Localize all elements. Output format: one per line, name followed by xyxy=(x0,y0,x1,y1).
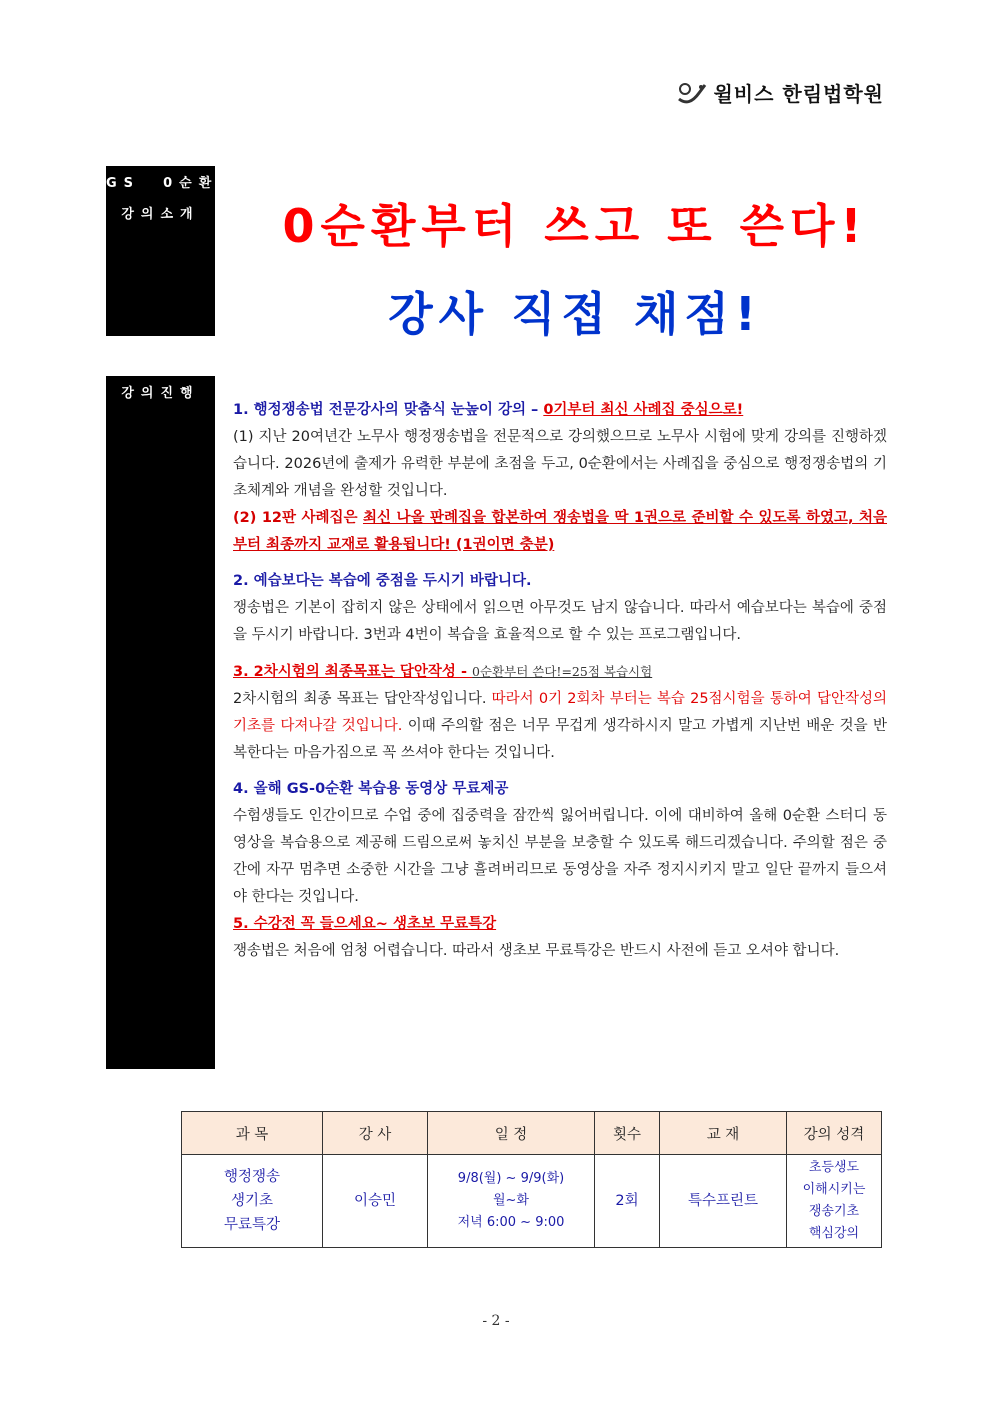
section5-title: 5. 수강전 꼭 들으세요~ 생초보 무료특강 xyxy=(233,916,497,932)
cell-schedule xyxy=(428,1155,595,1248)
section5-paragraph: 쟁송법은 처음에 엄청 어렵습니다. 따라서 생초보 무료특강은 반드시 사전에 듣고 오셔야 합니다. xyxy=(233,943,840,959)
brand-logo-text: 윌비스 한림법학원 xyxy=(713,82,884,106)
table-row xyxy=(182,1155,882,1248)
section4-paragraph: 수험생들도 인간이므로 수업 중에 집중력을 잠깐씩 잃어버립니다. 이에 대비하여 올해 0순환 스터디 동영상을 복습용으로 제공해 드림으로써 놓치신 부분을 보충할 수 있도록 해드리겠습니다. 주의할 점은 중간에 자꾸 멈추면 소중한 시간을 그냥 흘려버리므로 동영상을 자주 정지시키지 말고 일단 끝까지 들으셔야 한다는 것입니다. xyxy=(233,808,887,905)
nature-line4: 핵심강의 xyxy=(808,1226,860,1241)
course-info-table xyxy=(181,1111,882,1248)
section3-paragraph-part3: 이때 주의할 점은 너무 무겁게 생각하시지 말고 가볍게 지난번 배운 것을 반복한다는 마음가짐으로 꼭 쓰셔야 한다는 것입니다. xyxy=(233,718,887,761)
header-nature: 강의 성격 xyxy=(787,1112,882,1155)
schedule-line3: 저녁 6:00 ~ 9:00 xyxy=(457,1215,565,1230)
intro-label-line2: 강의소개 xyxy=(121,207,200,222)
section4-title: 4. 올해 GS-0순환 복습용 동영상 무료제공 xyxy=(233,781,509,797)
subject-line1: 행정쟁송 xyxy=(223,1169,281,1185)
header-count: 횟수 xyxy=(595,1112,660,1155)
table-header-row xyxy=(182,1112,882,1155)
section1-paragraph2 xyxy=(233,505,887,559)
section1-title-main: 1. 행정쟁송법 전문강사의 맞춤식 눈높이 강의 – xyxy=(233,402,544,418)
cell-instructor: 이승민 xyxy=(323,1155,428,1248)
section3-paragraph-part1: 2차시험의 최종 목표는 답안작성입니다. xyxy=(233,691,492,707)
headline-line1: 0순환부터 쓰고 또 쓴다! xyxy=(282,199,868,253)
schedule-line2: 월~화 xyxy=(492,1193,529,1208)
course-progress-content xyxy=(233,397,887,965)
progress-label: 강의진행 xyxy=(121,386,200,401)
subject-line2: 생기초 xyxy=(230,1193,274,1209)
schedule-line1: 9/8(월) ~ 9/9(화) xyxy=(457,1171,565,1186)
intro-label-box xyxy=(106,166,219,336)
nature-line2: 이해시키는 xyxy=(802,1182,866,1197)
section3-title-main: 3. 2차시험의 최종목표는 답안작성 - xyxy=(233,664,473,680)
cell-textbook: 특수프린트 xyxy=(660,1155,787,1248)
progress-label-box xyxy=(106,376,215,1069)
subject-line3: 무료특강 xyxy=(223,1217,281,1233)
section1-paragraph2-lead: (2) 12판 사례집은 xyxy=(233,510,363,526)
brand-logo xyxy=(677,78,884,107)
section3-paragraph-highlight: 따라서 0기 2회차 부터는 복습 25점시험을 통하여 답안작성의 기초를 다져나갈 것입니다. xyxy=(233,691,887,734)
headline-line2: 강사 직접 채점! xyxy=(388,287,762,341)
section1-paragraph2-underlined: 최신 나올 판례집을 합본하여 쟁송법을 딱 1권으로 준비할 수 있도록 하였고, 처음부터 최종까지 교재로 활용됩니다! (1권이면 충분) xyxy=(233,510,887,553)
cell-subject xyxy=(182,1155,323,1248)
section3-title xyxy=(233,658,887,686)
section2-title: 2. 예습보다는 복습에 중점을 두시기 바랍니다. xyxy=(233,573,532,589)
header-textbook: 교 재 xyxy=(660,1112,787,1155)
section2-paragraph: 쟁송법은 기본이 잡히지 않은 상태에서 읽으면 아무것도 남지 않습니다. 따라서 예습보다는 복습에 중점을 두시기 바랍니다. 3번과 4번이 복습을 효율적으로 할 수 있는 프로그램입니다. xyxy=(233,600,887,643)
nature-line3: 쟁송기초 xyxy=(808,1204,860,1219)
brand-logo-icon xyxy=(677,81,707,105)
section1-title xyxy=(233,397,887,424)
section3-paragraph xyxy=(233,686,887,767)
intro-label-line1: GS 0순환 xyxy=(106,176,219,191)
page-number: - 2 - xyxy=(482,1313,510,1329)
section1-paragraph1: (1) 지난 20여년간 노무사 행정쟁송법을 전문적으로 강의했으므로 노무사 시험에 맞게 강의를 진행하겠습니다. 2026년에 출제가 유력한 부분에 초점을 두고, 0순환에서는 사례집을 중심으로 행정쟁송법의 기초체계와 개념을 완성할 것입니다. xyxy=(233,429,887,499)
header-schedule: 일 정 xyxy=(428,1112,595,1155)
nature-line1: 초등생도 xyxy=(808,1160,860,1175)
section3-title-sub: 0순환부터 쓴다!=25점 복습시험 xyxy=(472,664,653,679)
header-instructor: 강 사 xyxy=(323,1112,428,1155)
section1-title-highlight: 0기부터 최신 사례집 중심으로! xyxy=(543,402,744,418)
cell-count: 2회 xyxy=(595,1155,660,1248)
header-subject: 과 목 xyxy=(182,1112,323,1155)
cell-nature xyxy=(787,1155,882,1248)
